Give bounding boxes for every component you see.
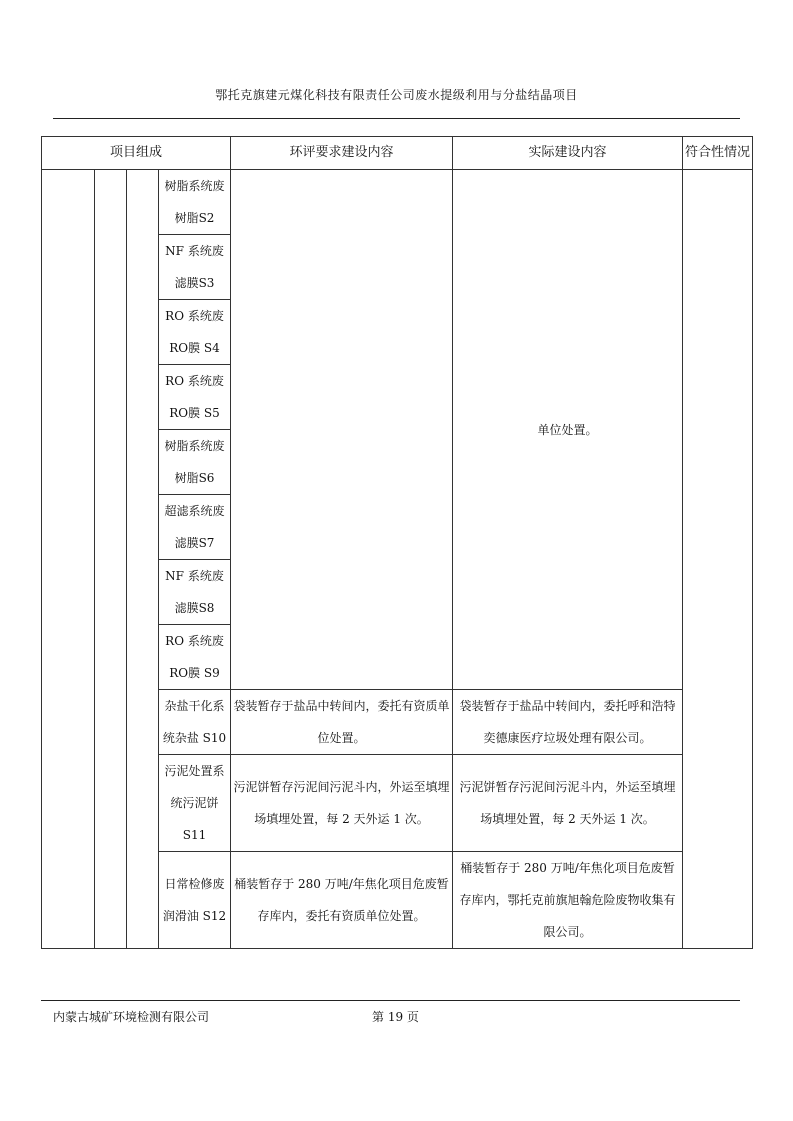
eia-requirement-cell <box>231 170 453 690</box>
actual-content-cell: 单位处置。 <box>453 170 683 690</box>
eia-requirement-text: 污泥饼暂存污泥间污泥斗内，外运至填埋场填埋处置，每 2 天外运 1 次。 <box>231 755 453 852</box>
actual-content-text: 污泥饼暂存污泥间污泥斗内，外运至填埋场填埋处置，每 2 天外运 1 次。 <box>453 755 683 852</box>
waste-item-name: 超滤系统废滤膜S7 <box>159 495 231 560</box>
waste-item-name: 杂盐干化系统杂盐 S10 <box>159 690 231 755</box>
waste-item-name: RO 系统废 RO膜 S5 <box>159 365 231 430</box>
waste-item-name: RO 系统废 RO膜 S4 <box>159 300 231 365</box>
waste-item-name: NF 系统废滤膜S3 <box>159 235 231 300</box>
table-row <box>42 170 753 235</box>
table-header-row <box>42 137 753 170</box>
waste-item-name: 日常检修废润滑油 S12 <box>159 852 231 949</box>
compliance-cell <box>683 170 753 949</box>
waste-item-name: 树脂系统废树脂S2 <box>159 170 231 235</box>
column-header-compliance: 符合性情况 <box>683 137 753 170</box>
page-header-title: 鄂托克旗建元煤化科技有限责任公司废水提级利用与分盐结晶项目 <box>215 88 578 102</box>
waste-item-name: RO 系统废 RO膜 S9 <box>159 625 231 690</box>
eia-requirement-text: 桶装暂存于 280 万吨/年焦化项目危废暂存库内，委托有资质单位处置。 <box>231 852 453 949</box>
eia-requirement-text: 袋装暂存于盐品中转间内，委托有资质单位处置。 <box>231 690 453 755</box>
column-header-eia: 环评要求建设内容 <box>231 137 453 170</box>
footer-divider <box>41 1000 740 1001</box>
footer-page-number: 第 19 页 <box>372 1010 419 1024</box>
waste-item-name: 污泥处置系统污泥饼 S11 <box>159 755 231 852</box>
project-group-cell <box>42 170 95 949</box>
waste-item-name: NF 系统废滤膜S8 <box>159 560 231 625</box>
actual-content-text: 袋装暂存于盐品中转间内，委托呼和浩特奕德康医疗垃圾处理有限公司。 <box>453 690 683 755</box>
footer-company: 内蒙古城矿环境检测有限公司 <box>53 1010 210 1024</box>
waste-item-name: 树脂系统废树脂S6 <box>159 430 231 495</box>
header-divider <box>53 118 740 119</box>
project-type-cell <box>127 170 159 949</box>
column-header-actual: 实际建设内容 <box>453 137 683 170</box>
column-header-project: 项目组成 <box>42 137 231 170</box>
actual-content-text: 桶装暂存于 280 万吨/年焦化项目危废暂存库内，鄂托克前旗旭翰危险废物收集有限公司。 <box>453 852 683 949</box>
construction-comparison-table <box>41 136 753 949</box>
project-subgroup-cell <box>95 170 127 949</box>
